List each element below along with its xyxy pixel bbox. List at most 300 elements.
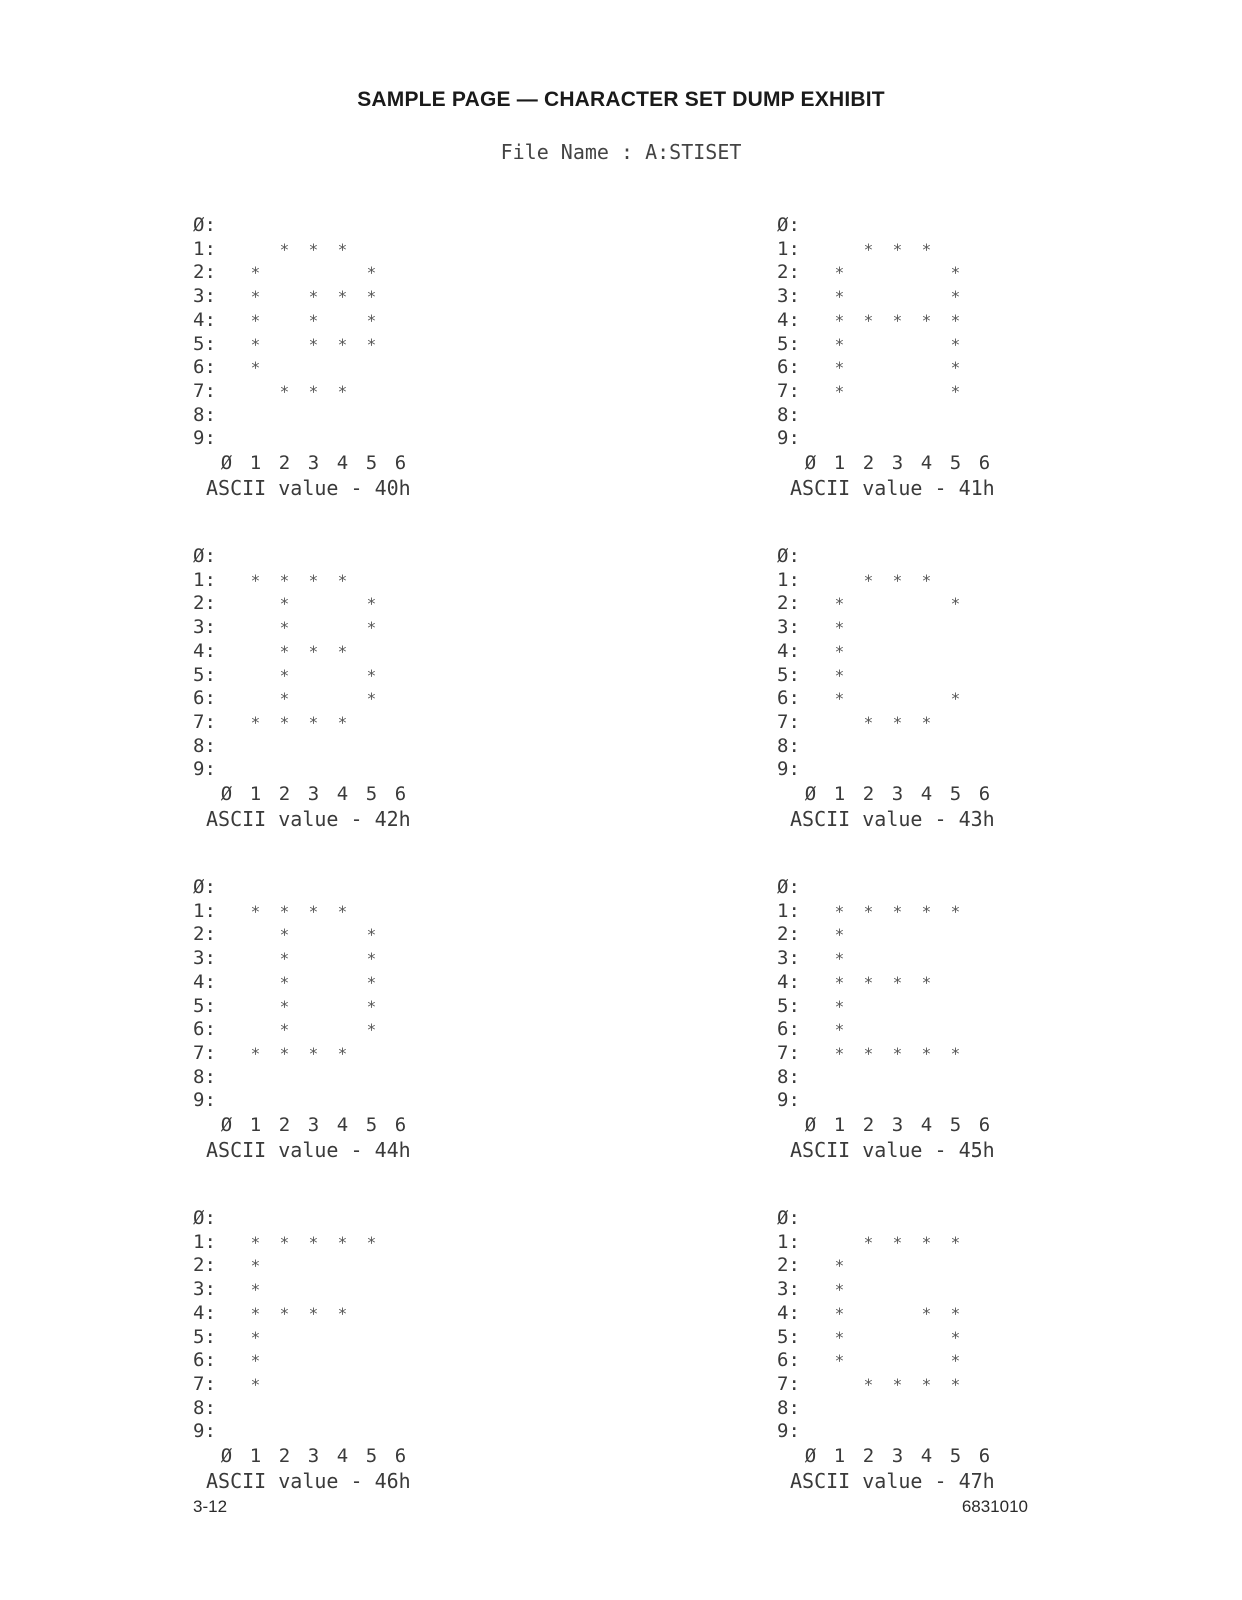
row-label: 1: xyxy=(777,899,800,922)
glyph-row xyxy=(193,616,513,640)
glyph-dot: * xyxy=(834,665,845,685)
glyph-dot: * xyxy=(950,1043,961,1063)
glyph-dot: * xyxy=(950,594,961,614)
glyph-row xyxy=(777,1326,1097,1350)
glyph-dot: * xyxy=(834,618,845,638)
glyph-row xyxy=(777,592,1097,616)
glyph-row xyxy=(193,356,513,380)
row-label: 5: xyxy=(193,663,216,686)
glyph-row xyxy=(777,1349,1097,1373)
glyph-dot: * xyxy=(250,1232,261,1252)
glyph-dot: * xyxy=(921,310,932,330)
glyph-row xyxy=(777,971,1097,995)
glyph-dot: * xyxy=(366,1020,377,1040)
page-number: 3-12 xyxy=(193,1497,228,1516)
glyph-row xyxy=(193,1066,513,1090)
glyph-row xyxy=(777,758,1097,782)
glyph-dot: * xyxy=(250,1327,261,1347)
glyph-row xyxy=(193,1349,513,1373)
row-label: 1: xyxy=(193,568,216,591)
glyph-dot: * xyxy=(337,239,348,259)
row-label: 9: xyxy=(193,427,216,450)
glyph-dot: * xyxy=(366,972,377,992)
row-label: 5: xyxy=(777,994,800,1017)
glyph-dot: * xyxy=(921,239,932,259)
glyph-row xyxy=(777,995,1097,1019)
column-index: 6 xyxy=(394,1114,407,1136)
row-label: 1: xyxy=(777,1230,800,1253)
glyph-row xyxy=(777,333,1097,357)
row-label: 3: xyxy=(193,1278,216,1301)
row-label: Ø: xyxy=(193,545,216,567)
glyph-dot: * xyxy=(921,570,932,590)
file-name-label: File Name : A:STISET xyxy=(500,140,742,164)
row-label: 1: xyxy=(193,1230,216,1253)
glyph-dot: * xyxy=(250,310,261,330)
column-index-row xyxy=(777,451,1097,475)
row-label: 6: xyxy=(777,1018,800,1041)
column-index: 5 xyxy=(949,1114,962,1136)
glyph-dot: * xyxy=(337,1303,348,1323)
glyph-row xyxy=(193,1397,513,1421)
glyph-dot: * xyxy=(308,287,319,307)
row-label: 1: xyxy=(777,568,800,591)
ascii-value-label: ASCII value - 43h xyxy=(790,807,995,831)
glyph-row xyxy=(193,238,513,262)
glyph-dot: * xyxy=(366,925,377,945)
glyph-row xyxy=(193,876,513,900)
glyph-dot: * xyxy=(863,570,874,590)
glyph-row xyxy=(777,238,1097,262)
row-label: 8: xyxy=(193,1065,216,1088)
glyph-row xyxy=(777,735,1097,759)
glyph-row xyxy=(193,592,513,616)
column-index: 6 xyxy=(394,452,407,474)
column-index: 1 xyxy=(833,1114,846,1136)
column-index: 3 xyxy=(891,452,904,474)
glyph-dot: * xyxy=(279,239,290,259)
column-index: 3 xyxy=(891,1445,904,1467)
glyph-dot: * xyxy=(308,1303,319,1323)
glyph-row xyxy=(777,876,1097,900)
column-index: Ø xyxy=(220,783,233,805)
row-label: 7: xyxy=(777,1041,800,1064)
glyph-row xyxy=(777,923,1097,947)
row-label: 4: xyxy=(193,639,216,662)
glyph-dot: * xyxy=(950,334,961,354)
glyph-dot: * xyxy=(250,334,261,354)
column-index: 4 xyxy=(336,783,349,805)
column-index: 3 xyxy=(307,1114,320,1136)
glyph-dot: * xyxy=(337,641,348,661)
glyph-dot: * xyxy=(308,901,319,921)
glyph-row xyxy=(193,971,513,995)
glyph-dot: * xyxy=(250,901,261,921)
glyph-row xyxy=(193,1302,513,1326)
row-label: 2: xyxy=(777,592,800,615)
glyph-row xyxy=(193,214,513,238)
column-index: 5 xyxy=(949,452,962,474)
glyph-row xyxy=(193,404,513,428)
glyph-dot: * xyxy=(921,712,932,732)
character-panel xyxy=(777,876,1097,1176)
column-index-row xyxy=(777,1444,1097,1468)
character-panel xyxy=(777,1207,1097,1507)
row-label: 7: xyxy=(193,710,216,733)
row-label: 9: xyxy=(777,1420,800,1443)
glyph-dot: * xyxy=(834,1303,845,1323)
row-label: 6: xyxy=(777,687,800,710)
glyph-dot: * xyxy=(921,1303,932,1323)
column-index: 2 xyxy=(278,1445,291,1467)
glyph-dot: * xyxy=(279,618,290,638)
row-label: 1: xyxy=(193,237,216,260)
ascii-value-label: ASCII value - 47h xyxy=(790,1469,995,1493)
row-label: 4: xyxy=(193,1301,216,1324)
glyph-row xyxy=(193,309,513,333)
glyph-dot: * xyxy=(366,263,377,283)
glyph-dot: * xyxy=(834,358,845,378)
glyph-dot: * xyxy=(366,594,377,614)
column-index: 1 xyxy=(833,783,846,805)
document-number: 6831010 xyxy=(961,1497,1028,1516)
row-label: 6: xyxy=(193,356,216,379)
glyph-row xyxy=(777,687,1097,711)
ascii-value-label: ASCII value - 44h xyxy=(206,1138,411,1162)
row-label: 7: xyxy=(777,379,800,402)
glyph-dot: * xyxy=(892,1043,903,1063)
glyph-dot: * xyxy=(921,1374,932,1394)
glyph-dot: * xyxy=(892,570,903,590)
row-label: 8: xyxy=(193,1396,216,1419)
glyph-row xyxy=(193,995,513,1019)
column-index: Ø xyxy=(220,1114,233,1136)
glyph-dot: * xyxy=(250,712,261,732)
column-index: 4 xyxy=(920,783,933,805)
glyph-dot: * xyxy=(950,381,961,401)
glyph-row xyxy=(193,923,513,947)
glyph-row xyxy=(777,1066,1097,1090)
character-panel xyxy=(193,876,513,1176)
column-index: 2 xyxy=(278,783,291,805)
glyph-dot: * xyxy=(250,1043,261,1063)
column-index: 4 xyxy=(336,1114,349,1136)
ascii-value-label: ASCII value - 41h xyxy=(790,476,995,500)
character-panel xyxy=(777,214,1097,514)
glyph-dot: * xyxy=(950,263,961,283)
glyph-dot: * xyxy=(337,712,348,732)
column-index-row xyxy=(777,782,1097,806)
glyph-row xyxy=(193,1042,513,1066)
glyph-dot: * xyxy=(337,287,348,307)
glyph-dot: * xyxy=(892,310,903,330)
row-label: 2: xyxy=(193,592,216,615)
row-label: 6: xyxy=(193,1349,216,1372)
row-label: Ø: xyxy=(777,1207,800,1229)
glyph-row xyxy=(777,900,1097,924)
row-label: Ø: xyxy=(777,214,800,236)
column-index: 5 xyxy=(365,1445,378,1467)
row-label: 5: xyxy=(777,1325,800,1348)
glyph-dot: * xyxy=(921,901,932,921)
row-label: 2: xyxy=(777,923,800,946)
row-label: 5: xyxy=(777,663,800,686)
glyph-dot: * xyxy=(950,1374,961,1394)
row-label: 5: xyxy=(777,332,800,355)
glyph-dot: * xyxy=(892,901,903,921)
character-panel xyxy=(193,1207,513,1507)
row-label: 3: xyxy=(777,1278,800,1301)
glyph-row xyxy=(777,569,1097,593)
row-label: 2: xyxy=(193,1254,216,1277)
glyph-dot: * xyxy=(892,1232,903,1252)
glyph-dot: * xyxy=(308,239,319,259)
column-index: 3 xyxy=(307,452,320,474)
glyph-dot: * xyxy=(308,1043,319,1063)
glyph-row xyxy=(193,1420,513,1444)
glyph-dot: * xyxy=(834,594,845,614)
row-label: 5: xyxy=(193,332,216,355)
row-label: 9: xyxy=(777,1089,800,1112)
glyph-dot: * xyxy=(892,972,903,992)
glyph-row xyxy=(193,758,513,782)
glyph-dot: * xyxy=(834,334,845,354)
glyph-dot: * xyxy=(834,689,845,709)
glyph-dot: * xyxy=(279,712,290,732)
glyph-dot: * xyxy=(834,310,845,330)
row-label: 9: xyxy=(193,758,216,781)
glyph-dot: * xyxy=(308,334,319,354)
row-label: 4: xyxy=(777,1301,800,1324)
glyph-dot: * xyxy=(337,570,348,590)
glyph-dot: * xyxy=(279,925,290,945)
row-label: Ø: xyxy=(193,1207,216,1229)
character-panel xyxy=(193,214,513,514)
ascii-value-label: ASCII value - 40h xyxy=(206,476,411,500)
row-label: 1: xyxy=(777,237,800,260)
glyph-row xyxy=(193,640,513,664)
glyph-dot: * xyxy=(834,949,845,969)
character-panel xyxy=(193,545,513,845)
glyph-dot: * xyxy=(834,1280,845,1300)
glyph-row xyxy=(777,664,1097,688)
glyph-dot: * xyxy=(950,1232,961,1252)
glyph-dot: * xyxy=(366,665,377,685)
glyph-dot: * xyxy=(366,334,377,354)
row-label: Ø: xyxy=(777,545,800,567)
column-index-row xyxy=(777,1113,1097,1137)
glyph-dot: * xyxy=(366,310,377,330)
column-index: Ø xyxy=(804,783,817,805)
glyph-dot: * xyxy=(337,901,348,921)
column-index: 5 xyxy=(949,783,962,805)
glyph-dot: * xyxy=(250,287,261,307)
glyph-dot: * xyxy=(921,972,932,992)
column-index: Ø xyxy=(220,452,233,474)
glyph-row xyxy=(193,664,513,688)
glyph-row xyxy=(777,711,1097,735)
column-index: 6 xyxy=(394,1445,407,1467)
row-label: 4: xyxy=(777,639,800,662)
row-label: 5: xyxy=(193,994,216,1017)
glyph-dot: * xyxy=(950,287,961,307)
glyph-dot: * xyxy=(308,641,319,661)
glyph-row xyxy=(193,285,513,309)
glyph-dot: * xyxy=(308,570,319,590)
glyph-dot: * xyxy=(892,239,903,259)
row-label: 3: xyxy=(777,285,800,308)
glyph-row xyxy=(777,214,1097,238)
glyph-row xyxy=(777,261,1097,285)
column-index: Ø xyxy=(804,452,817,474)
row-label: 4: xyxy=(777,308,800,331)
column-index: 5 xyxy=(365,1114,378,1136)
glyph-dot: * xyxy=(308,381,319,401)
glyph-row xyxy=(193,1207,513,1231)
column-index-row xyxy=(193,782,513,806)
glyph-row xyxy=(193,569,513,593)
glyph-dot: * xyxy=(834,996,845,1016)
glyph-dot: * xyxy=(250,358,261,378)
glyph-dot: * xyxy=(366,287,377,307)
glyph-dot: * xyxy=(950,1351,961,1371)
glyph-dot: * xyxy=(250,1256,261,1276)
row-label: 6: xyxy=(193,1018,216,1041)
glyph-dot: * xyxy=(950,1327,961,1347)
glyph-dot: * xyxy=(366,689,377,709)
glyph-dot: * xyxy=(250,570,261,590)
column-index: 1 xyxy=(249,1114,262,1136)
row-label: Ø: xyxy=(193,876,216,898)
row-label: 7: xyxy=(193,1041,216,1064)
glyph-dot: * xyxy=(863,1043,874,1063)
row-label: 3: xyxy=(193,616,216,639)
glyph-dot: * xyxy=(892,1374,903,1394)
column-index: Ø xyxy=(220,1445,233,1467)
glyph-row xyxy=(193,427,513,451)
row-label: 7: xyxy=(193,379,216,402)
glyph-dot: * xyxy=(863,972,874,992)
glyph-dot: * xyxy=(950,310,961,330)
glyph-row xyxy=(193,711,513,735)
glyph-dot: * xyxy=(834,1351,845,1371)
glyph-dot: * xyxy=(863,1232,874,1252)
glyph-row xyxy=(777,356,1097,380)
row-label: Ø: xyxy=(193,214,216,236)
glyph-dot: * xyxy=(279,641,290,661)
row-label: 8: xyxy=(777,1396,800,1419)
column-index-row xyxy=(193,1113,513,1137)
glyph-dot: * xyxy=(863,712,874,732)
glyph-dot: * xyxy=(950,901,961,921)
glyph-row xyxy=(777,1207,1097,1231)
column-index-row xyxy=(193,451,513,475)
column-index: 1 xyxy=(833,452,846,474)
column-index: 2 xyxy=(278,1114,291,1136)
glyph-row xyxy=(777,616,1097,640)
glyph-row xyxy=(193,333,513,357)
glyph-dot: * xyxy=(834,287,845,307)
glyph-dot: * xyxy=(279,1020,290,1040)
row-label: 8: xyxy=(777,403,800,426)
glyph-dot: * xyxy=(279,689,290,709)
row-label: 4: xyxy=(193,970,216,993)
glyph-dot: * xyxy=(863,239,874,259)
glyph-row xyxy=(777,1397,1097,1421)
column-index: 1 xyxy=(249,452,262,474)
glyph-dot: * xyxy=(308,712,319,732)
column-index: 5 xyxy=(365,452,378,474)
glyph-dot: * xyxy=(834,641,845,661)
column-index: 1 xyxy=(249,783,262,805)
column-index-row xyxy=(193,1444,513,1468)
row-label: 6: xyxy=(193,687,216,710)
glyph-dot: * xyxy=(279,1232,290,1252)
row-label: 9: xyxy=(777,758,800,781)
glyph-row xyxy=(193,687,513,711)
glyph-dot: * xyxy=(863,1374,874,1394)
column-index: 6 xyxy=(978,783,991,805)
column-index: 2 xyxy=(862,1445,875,1467)
column-index: 4 xyxy=(336,1445,349,1467)
row-label: 6: xyxy=(777,1349,800,1372)
glyph-dot: * xyxy=(279,594,290,614)
glyph-dot: * xyxy=(366,1232,377,1252)
column-index: 6 xyxy=(978,1114,991,1136)
glyph-dot: * xyxy=(834,972,845,992)
row-label: 7: xyxy=(777,1372,800,1395)
glyph-dot: * xyxy=(921,1043,932,1063)
column-index: 4 xyxy=(920,452,933,474)
column-index: 4 xyxy=(920,1114,933,1136)
column-index: 1 xyxy=(249,1445,262,1467)
glyph-dot: * xyxy=(279,972,290,992)
glyph-dot: * xyxy=(834,381,845,401)
glyph-dot: * xyxy=(337,381,348,401)
glyph-row xyxy=(777,1231,1097,1255)
glyph-dot: * xyxy=(279,1303,290,1323)
row-label: 8: xyxy=(193,734,216,757)
row-label: 9: xyxy=(193,1089,216,1112)
row-label: 7: xyxy=(193,1372,216,1395)
glyph-row xyxy=(777,1420,1097,1444)
row-label: 3: xyxy=(193,285,216,308)
row-label: 2: xyxy=(777,261,800,284)
glyph-row xyxy=(777,309,1097,333)
glyph-dot: * xyxy=(279,1043,290,1063)
glyph-dot: * xyxy=(834,1020,845,1040)
glyph-dot: * xyxy=(279,901,290,921)
glyph-row xyxy=(193,1278,513,1302)
row-label: 3: xyxy=(193,947,216,970)
glyph-dot: * xyxy=(892,712,903,732)
row-label: 7: xyxy=(777,710,800,733)
glyph-row xyxy=(777,1018,1097,1042)
column-index: 1 xyxy=(833,1445,846,1467)
glyph-row xyxy=(193,545,513,569)
glyph-row xyxy=(777,1302,1097,1326)
glyph-row xyxy=(193,1018,513,1042)
glyph-row xyxy=(777,285,1097,309)
glyph-dot: * xyxy=(366,996,377,1016)
glyph-row xyxy=(193,1089,513,1113)
glyph-dot: * xyxy=(921,1232,932,1252)
column-index: 3 xyxy=(307,1445,320,1467)
column-index: Ø xyxy=(804,1445,817,1467)
column-index: 6 xyxy=(394,783,407,805)
column-index: 5 xyxy=(949,1445,962,1467)
glyph-row xyxy=(777,1089,1097,1113)
